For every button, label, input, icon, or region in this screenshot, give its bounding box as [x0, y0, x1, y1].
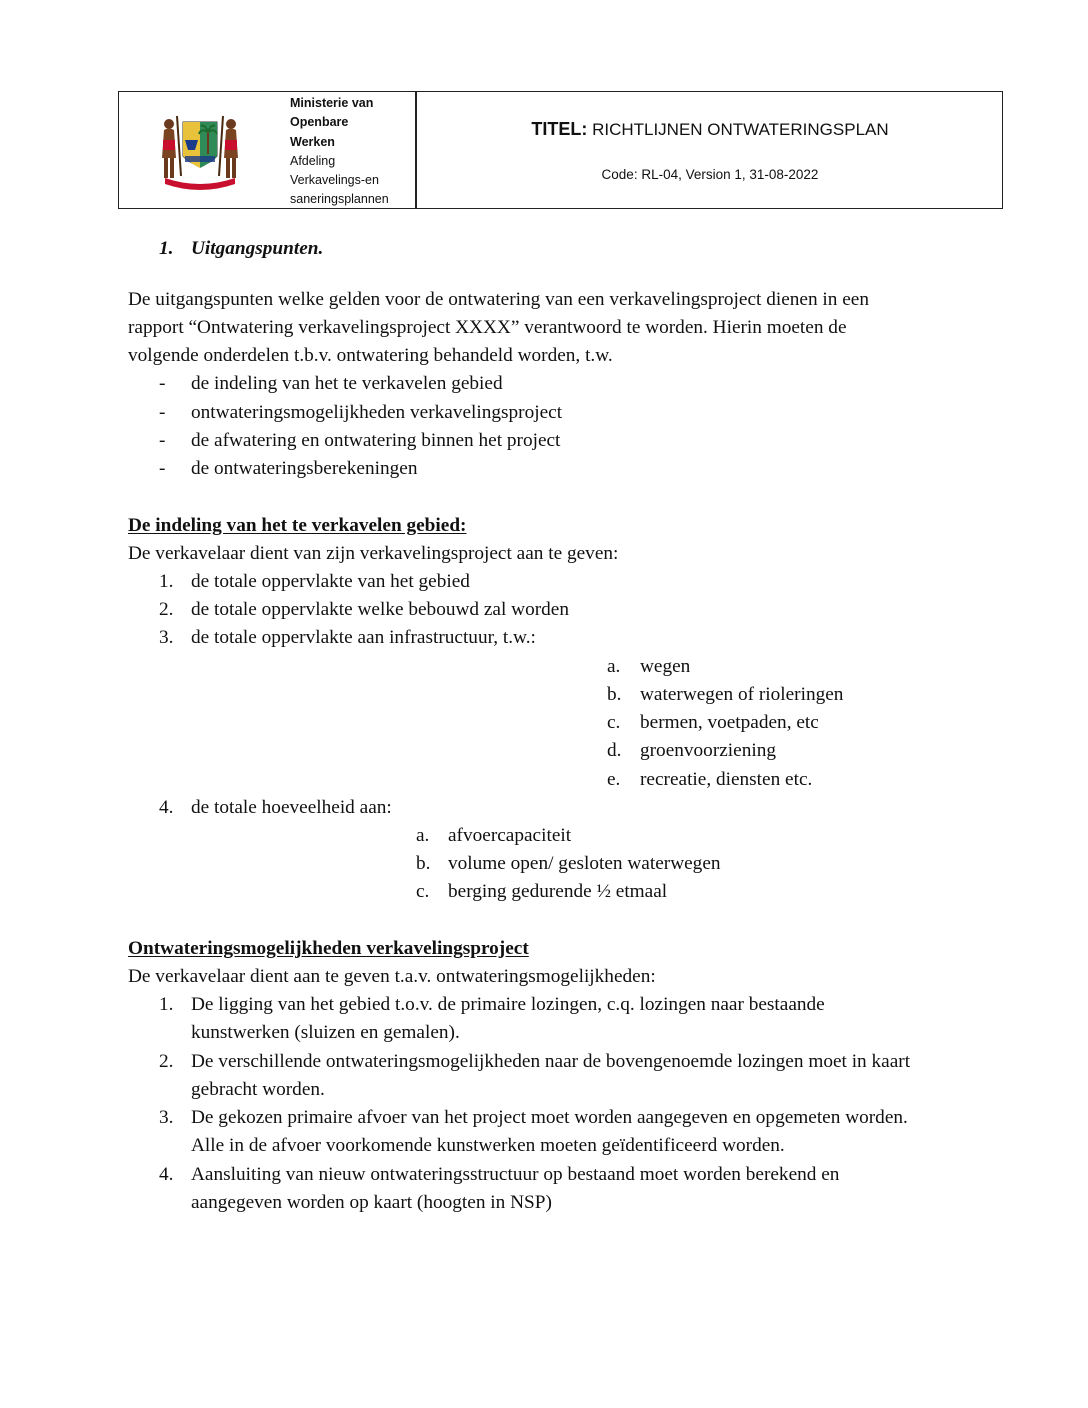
- paragraph-line: rapport “Ontwatering verkavelingsproject XXXX” verantwoord te worden. Hierin moeten de: [128, 317, 847, 338]
- org-line: Ministerie van: [290, 96, 374, 110]
- title-text: RICHTLIJNEN ONTWATERINGSPLAN: [587, 120, 889, 139]
- sublist-item: volume open/ gesloten waterwegen: [448, 853, 721, 874]
- document-header: [118, 91, 1003, 209]
- bullet-dash: -: [159, 458, 166, 479]
- bullet-item: ontwateringsmogelijkheden verkavelingsproject: [191, 402, 563, 423]
- subsection-heading: Ontwateringsmogelijkheden verkavelingsproject: [128, 938, 529, 959]
- paragraph-line: volgende onderdelen t.b.v. ontwatering behandeld worden, t.w.: [128, 345, 613, 366]
- paragraph-line: De verkavelaar dient van zijn verkavelingsproject aan te geven:: [128, 543, 619, 564]
- subsection-heading: De indeling van het te verkavelen gebied:: [128, 515, 467, 536]
- org-line: Openbare: [290, 115, 349, 130]
- sublist-marker: a.: [607, 656, 621, 677]
- bullet-dash: -: [159, 430, 166, 451]
- header-divider: [415, 92, 417, 208]
- sublist-marker: b.: [607, 684, 622, 705]
- sublist-item: afvoercapaciteit: [448, 825, 572, 846]
- list-item-line: De gekozen primaire afvoer van het project moet worden aangegeven en opgemeten worden.: [191, 1107, 908, 1128]
- list-number: 4.: [159, 1164, 174, 1185]
- sublist-item: groenvoorziening: [640, 740, 776, 761]
- list-number: 1.: [159, 994, 174, 1015]
- list-item-line: De verschillende ontwateringsmogelijkheden naar de bovengenoemde lozingen moet in kaart: [191, 1051, 911, 1072]
- section-number: 1.: [159, 238, 174, 259]
- bullet-dash: -: [159, 402, 166, 423]
- section-heading: Uitgangspunten.: [191, 238, 324, 259]
- org-line: Verkavelings-en: [290, 173, 379, 188]
- coat-of-arms-emblem: [155, 110, 245, 190]
- list-item: de totale hoeveelheid aan:: [191, 797, 392, 818]
- list-number: 3.: [159, 1107, 174, 1128]
- organization-block: [290, 94, 389, 210]
- sublist-marker: c.: [416, 881, 430, 902]
- list-item-line: gebracht worden.: [191, 1079, 325, 1100]
- org-line: Afdeling: [290, 153, 336, 168]
- list-number: 2.: [159, 599, 174, 620]
- sublist-marker: b.: [416, 853, 431, 874]
- bullet-dash: -: [159, 373, 166, 394]
- paragraph-line: De uitgangspunten welke gelden voor de ontwatering van een verkavelingsproject dienen in een: [128, 289, 870, 310]
- sublist-marker: e.: [607, 769, 621, 790]
- list-item-line: kunstwerken (sluizen en gemalen).: [191, 1022, 460, 1043]
- paragraph-line: De verkavelaar dient aan te geven t.a.v. ontwateringsmogelijkheden:: [128, 966, 656, 987]
- sublist-item: waterwegen of rioleringen: [640, 684, 844, 705]
- list-item-line: Aansluiting van nieuw ontwateringsstructuur op bestaand moet worden berekend en: [191, 1164, 840, 1185]
- list-number: 1.: [159, 571, 174, 592]
- sublist-marker: c.: [607, 712, 621, 733]
- list-item: de totale oppervlakte welke bebouwd zal worden: [191, 599, 569, 620]
- sublist-item: recreatie, diensten etc.: [640, 769, 813, 790]
- title-label: TITEL:: [531, 119, 588, 139]
- document-title: [416, 119, 1004, 140]
- list-number: 2.: [159, 1051, 174, 1072]
- list-item-line: aangegeven worden op kaart (hoogten in NSP): [191, 1192, 552, 1213]
- document-code: Code: RL-04, Version 1, 31-08-2022: [601, 167, 819, 182]
- sublist-item: bermen, voetpaden, etc: [640, 712, 819, 733]
- bullet-item: de indeling van het te verkavelen gebied: [191, 373, 503, 394]
- bullet-item: de afwatering en ontwatering binnen het project: [191, 430, 561, 451]
- list-item-line: Alle in de afvoer voorkomende kunstwerken moeten geïdentificeerd worden.: [191, 1135, 785, 1156]
- sublist-marker: d.: [607, 740, 622, 761]
- list-item-line: De ligging van het gebied t.o.v. de primaire lozingen, c.q. lozingen naar bestaande: [191, 994, 825, 1015]
- list-item: de totale oppervlakte aan infrastructuur, t.w.:: [191, 627, 536, 648]
- bullet-item: de ontwateringsberekeningen: [191, 458, 418, 479]
- list-number: 3.: [159, 627, 174, 648]
- org-line: saneringsplannen: [290, 192, 389, 207]
- list-number: 4.: [159, 797, 174, 818]
- list-item: de totale oppervlakte van het gebied: [191, 571, 470, 592]
- sublist-item: berging gedurende ½ etmaal: [448, 881, 668, 902]
- sublist-marker: a.: [416, 825, 430, 846]
- org-line: Werken: [290, 134, 335, 149]
- sublist-item: wegen: [640, 656, 691, 677]
